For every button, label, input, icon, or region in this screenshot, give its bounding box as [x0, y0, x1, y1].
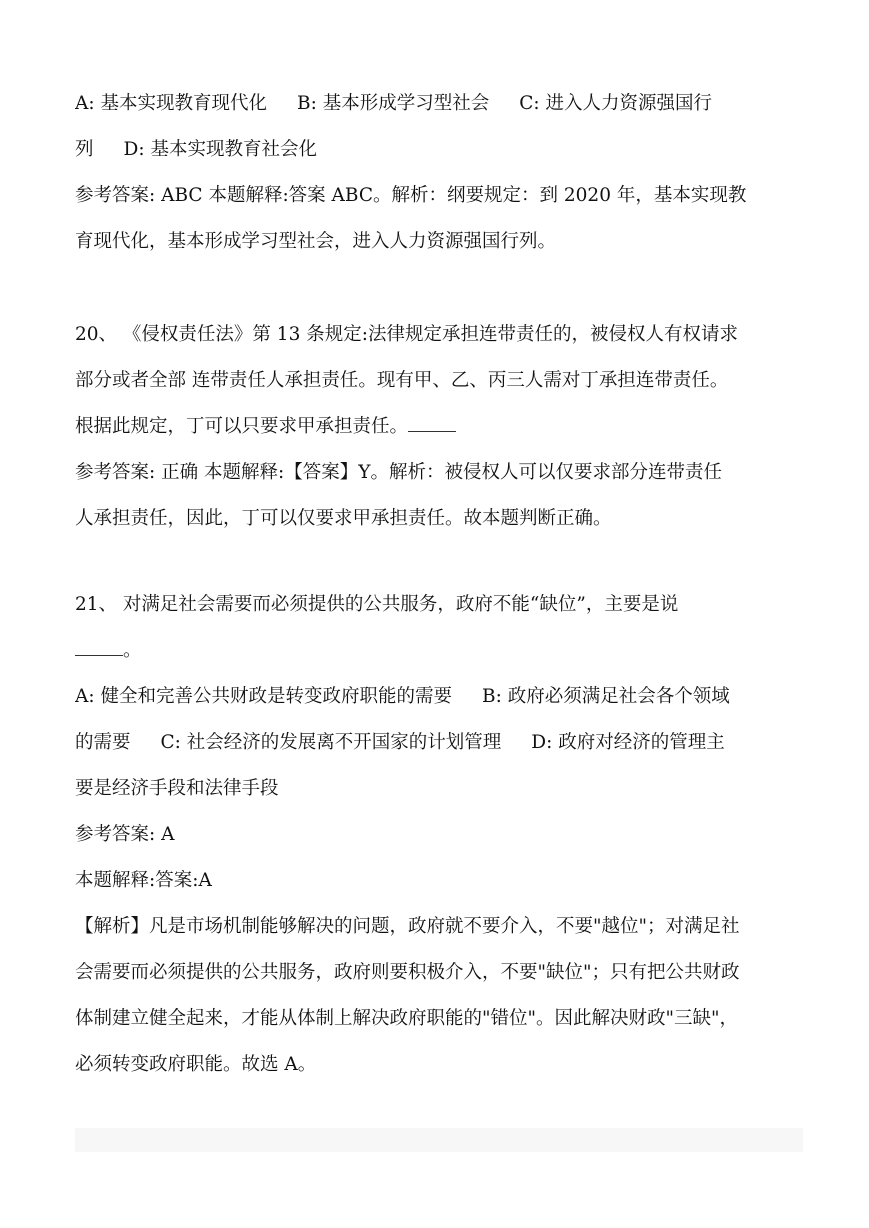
q21-explain-line-4: 必须转变政府职能。故选 A。 [75, 1054, 317, 1075]
page-footer-shade [75, 1128, 803, 1152]
q19-option-a: A: 基本实现教育现代化 [75, 93, 267, 114]
q19-option-c: C: 进入人力资源强国行 [519, 93, 712, 114]
q20-question-line-2: 部分或者全部 连带责任人承担责任。现有甲、乙、丙三人需对丁承担连带责任。 [75, 370, 729, 391]
q21-question-line-2 [75, 638, 815, 664]
q21-options-line-2 [75, 730, 815, 756]
q19-option-c-cont: 列 [75, 139, 94, 160]
q19-options-line-2 [75, 137, 815, 163]
q19-options-line-1 [75, 91, 815, 117]
q21-explain-line-3: 体制建立健全起来，才能从体制上解决政府职能的"错位"。因此解决财政"三缺"， [75, 1008, 739, 1029]
answer-blank [75, 641, 123, 656]
q19-option-b: B: 基本形成学习型社会 [296, 93, 490, 114]
answer-blank [408, 417, 456, 432]
q21-option-b: B: 政府必须满足社会各个领域 [481, 686, 730, 707]
q21-question-line-1: 21、 对满足社会需要而必须提供的公共服务，政府不能“缺位”，主要是说 [75, 594, 679, 615]
q21-options-line-1 [75, 684, 815, 710]
q20-answer-line-2: 人承担责任，因此，丁可以仅要求甲承担责任。故本题判断正确。 [75, 508, 612, 529]
q19-answer-line-1: 参考答案: ABC 本题解释:答案 ABC。解析：纲要规定：到 2020 年，基本实现教 [75, 185, 747, 206]
q19-option-d: D: 基本实现教育社会化 [123, 139, 317, 160]
q20-question-line-1: 20、 《侵权责任法》第 13 条规定:法律规定承担连带责任的，被侵权人有权请求 [75, 324, 738, 345]
q21-explain-head: 本题解释:答案:A [75, 870, 212, 891]
q21-options-line-3: 要是经济手段和法律手段 [75, 778, 279, 799]
q21-option-b-cont: 的需要 [75, 732, 131, 753]
q21-option-c: C: 社会经济的发展离不开国家的计划管理 [160, 732, 502, 753]
q21-question-end: 。 [123, 640, 142, 661]
q21-explain-line-1: 【解析】凡是市场机制能够解决的问题，政府就不要介入，不要"越位"；对满足社 [75, 916, 740, 937]
q20-question-text: 根据此规定，丁可以只要求甲承担责任。 [75, 416, 409, 437]
q21-option-d: D: 政府对经济的管理主 [531, 732, 725, 753]
q21-option-a: A: 健全和完善公共财政是转变政府职能的需要 [75, 686, 452, 707]
q19-answer-line-2: 育现代化，基本形成学习型社会，进入人力资源强国行列。 [75, 231, 557, 252]
q21-explain-line-2: 会需要而必须提供的公共服务，政府则要积极介入，不要"缺位"；只有把公共财政 [75, 962, 740, 983]
q21-answer: 参考答案: A [75, 824, 175, 845]
q20-answer-line-1: 参考答案: 正确 本题解释:【答案】Y。解析：被侵权人可以仅要求部分连带责任 [75, 462, 722, 483]
q20-question-line-3 [75, 414, 815, 440]
